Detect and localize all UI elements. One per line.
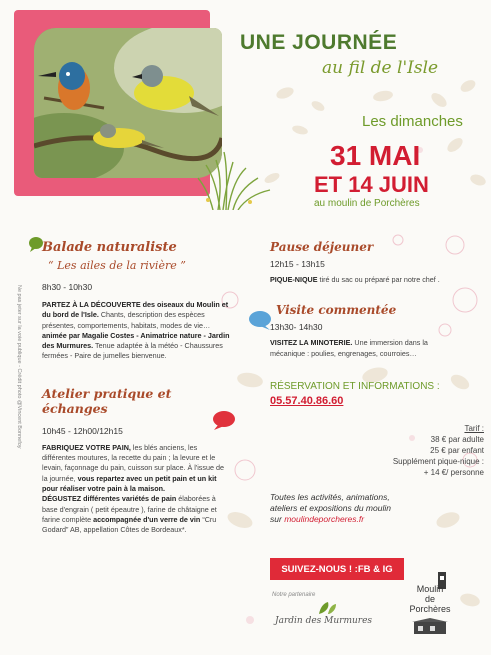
activities-info [270, 492, 470, 525]
atelier-paragraph-1 [42, 443, 230, 494]
date-first: 31 MAI [330, 140, 421, 171]
tarif-extra-price: + 14 €/ personne [423, 467, 484, 477]
photo-credit: Ne pas jeter sur la voie publique - Crédit photo @Vincent Bonnefoy [16, 285, 22, 449]
pause-plain: tiré du sac ou préparé par notre chef . [319, 275, 440, 284]
atelier-p2-plain2: “Cru Godard” AB, appellation Côtes de Bordeaux*. [42, 514, 217, 535]
atelier-time: 10h45 - 12h00/12h15 [42, 425, 123, 436]
atelier-p1-bold: FABRIQUEZ VOTRE PAIN, [42, 442, 131, 452]
social-follow-button[interactable]: SUIVEZ-NOUS ! :FB & IG [270, 558, 404, 580]
visite-plain: Une immersion dans la mécanique : poulies, engrenages, courroies… [270, 338, 428, 358]
page-title: UNE JOURNÉE [240, 31, 398, 54]
balade-desc-bold2: animée par Magalie Costes - Animatrice nature - Jardin des Murmures. [42, 330, 230, 351]
atelier-p1-plain: les blés anciens, les différentes moutures, la recette du pain ; la levure et le levain, façonnage du pain, cuisson sur place. À l'issue de la journée, [42, 442, 224, 483]
atelier-p2-bold2: accompagnée d'un verre de vin [93, 514, 201, 524]
visite-time: 13h30- 14h30 [270, 322, 323, 333]
atelier-p2-plain: élaborées à base d'engrain ( petit épeautre ), farine de châtaigne et farine complète [42, 494, 217, 524]
atelier-paragraph-2 [42, 494, 230, 535]
info-line-2: ateliers et expositions du moulin [270, 502, 391, 513]
balade-description [42, 300, 230, 362]
pause-title: Pause déjeuner [270, 240, 374, 254]
blue-speech-bubble-icon [248, 310, 272, 330]
reservation-label: RÉSERVATION ET INFORMATIONS : [270, 380, 440, 392]
moulin-logo [400, 570, 460, 640]
partner-name: Jardin des Murmures [275, 616, 373, 626]
day-label: Les dimanches [362, 113, 463, 130]
tarif-extra-label: Supplément pique-nique : [392, 456, 484, 466]
right-column [270, 240, 484, 525]
reservation-phone[interactable]: 05.57.40.86.60 [270, 394, 344, 407]
left-column [42, 240, 230, 535]
pause-time: 12h15 - 13h15 [270, 259, 325, 269]
logo-line-3: Porchères [409, 604, 451, 614]
balade-subtitle: “ Les ailes de la rivière ” [48, 259, 186, 272]
tarif-adult: 38 € par adulte [430, 434, 484, 444]
atelier-title: Atelier pratique et échanges [42, 385, 172, 416]
leaf-icon [316, 600, 338, 616]
grass-illustration [178, 150, 288, 210]
balade-desc-plain2: Tenue adaptée à la météo - Chaussures fermées - Paire de jumelles bienvenue. [42, 341, 223, 361]
tarif-label: Tarif : [464, 423, 484, 433]
website-link[interactable]: moulindeporcheres.fr [284, 513, 365, 524]
tarif-child: 25 € par enfant [430, 445, 484, 455]
logo-text [404, 584, 456, 614]
balade-desc-bold: PARTEZ À LA DÉCOUVERTE des oiseaux du Moulin et du bord de l'Isle. [42, 300, 229, 320]
balade-title: Balade naturaliste [42, 240, 177, 255]
balade-desc-plain: Chants, description des espèces présentes, comportements, habitats, modes de vie… [42, 310, 211, 330]
location-label: au moulin de Porchères [314, 198, 420, 209]
pause-bold: PIQUE-NIQUE [270, 275, 318, 284]
visite-title: Visite commentée [276, 303, 397, 318]
page-subtitle: au fil de l'Isle [322, 58, 439, 78]
date-second: ET 14 JUIN [314, 172, 429, 197]
balade-time: 8h30 - 10h30 [42, 282, 93, 292]
atelier-p2-bold: DÉGUSTEZ différentes variétés de pain [42, 494, 177, 504]
atelier-p1-bold2: vous repartez avec un petit pain et un kit pour réaliser votre pain à la maison. [42, 473, 217, 493]
logo-line-2: de [424, 594, 435, 604]
visite-bold: VISITEZ LA MINOTERIE. [270, 338, 353, 348]
tarif-block [270, 423, 484, 478]
info-line-1: Toutes les activités, animations, [270, 491, 390, 502]
partner-label: Notre partenaire [272, 592, 316, 598]
pause-description [270, 275, 470, 285]
logo-line-1: Moulin [416, 584, 444, 594]
info-line-3-prefix: sur [270, 513, 282, 524]
mill-building-icon [410, 618, 450, 636]
visite-description [270, 338, 440, 359]
